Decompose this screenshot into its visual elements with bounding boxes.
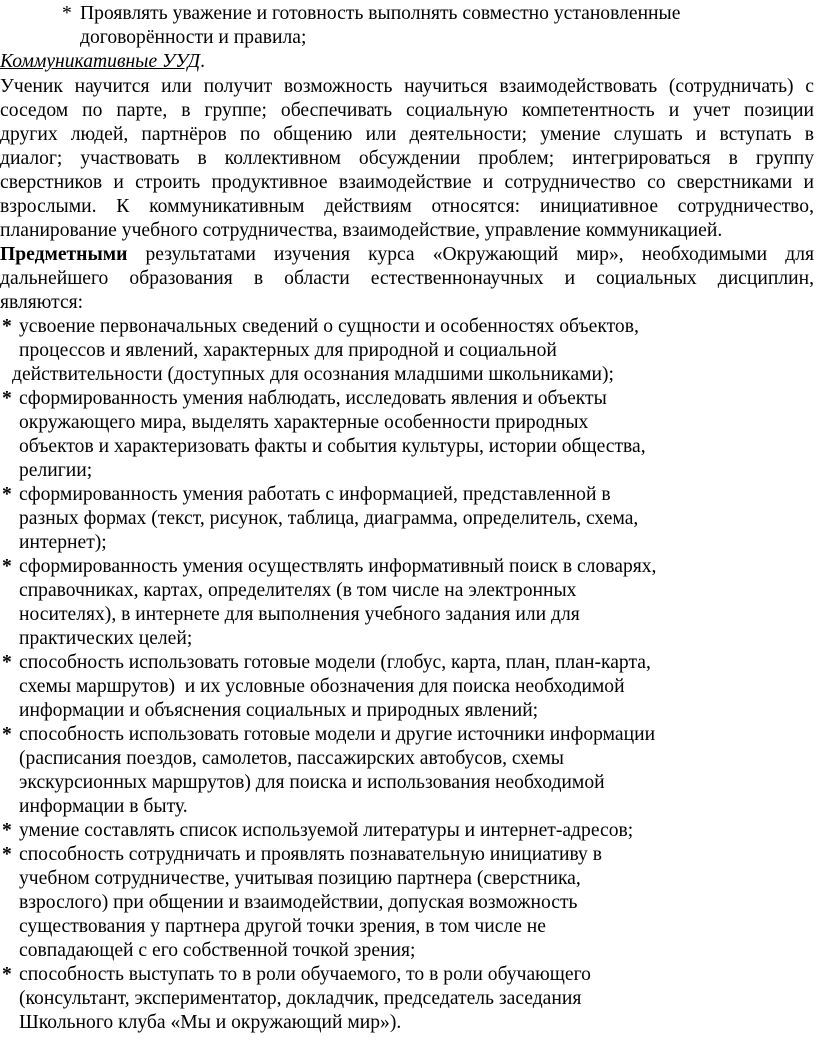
bullet-star: * <box>2 964 12 985</box>
communicative-line: соседом по парте, в группе; обеспечивать социальную компетентность и учет позиции <box>0 100 814 121</box>
bullet-line: носителях), в интернете для выполнения учебного задания или для <box>19 604 580 625</box>
communicative-line: диалог; участвовать в коллективном обсуждении проблем; интегрироваться в группу <box>0 148 814 169</box>
bullet-star: * <box>2 844 12 865</box>
bullet-line: разных формах (текст, рисунок, таблица, диаграмма, определитель, схема, <box>19 508 639 529</box>
bullet-line: существования у партнера другой точки зрения, в том числе не <box>19 916 546 937</box>
communicative-line: планирование учебного сотрудничества, взаимодействие, управление коммуникацией. <box>0 220 723 241</box>
bullet-star: * <box>2 316 12 337</box>
bullet-line: способность использовать готовые модели (глобус, карта, план, план-карта, <box>19 652 651 673</box>
bullet-line: сформированность умения работать с информацией, представленной в <box>19 484 611 505</box>
subject-bold-word: Предметными <box>0 244 128 265</box>
bullet-star: * <box>2 484 12 505</box>
communicative-line: сверстников и строить продуктивное взаимодействие и сотрудничество со сверстниками и <box>0 172 814 193</box>
bullet-star: * <box>2 388 12 409</box>
bullet-line: взрослого) при общении и взаимодействии, допуская возможность <box>19 892 578 913</box>
bullet-line: Школьного клуба «Мы и окружающий мир»). <box>19 1012 402 1033</box>
bullet-line: процессов и явлений, характерных для природной и социальной <box>19 340 557 361</box>
bullet-line: способность сотрудничать и проявлять познавательную инициативу в <box>19 844 602 865</box>
bullet-line: схемы маршрутов) и их условные обозначения для поиска необходимой <box>19 676 625 697</box>
bullet-line: интернет); <box>19 532 107 553</box>
communicative-line: Ученик научится или получит возможность научиться взаимодействовать (сотрудничать) с <box>0 76 814 97</box>
bullet-line: объектов и характеризовать факты и события культуры, истории общества, <box>19 436 646 457</box>
bullet-line: усвоение первоначальных сведений о сущности и особенностях объектов, <box>19 316 639 337</box>
bullet-line: учебном сотрудничестве, учитывая позицию партнера (сверстника, <box>19 868 581 889</box>
communicative-line: взрослыми. К коммуникативным действиям относятся: инициативное сотрудничество, <box>0 196 814 217</box>
bullet-line: окружающего мира, выделять характерные особенности природных <box>19 412 589 433</box>
bullet-star: * <box>2 652 12 673</box>
subject-line-2: дальнейшего образования в области естественнонаучных и социальных дисциплин, <box>0 268 814 289</box>
bullet-star: * <box>2 556 12 577</box>
bullet-line: действительности (доступных для осознания младшими школьниками); <box>12 364 614 385</box>
bullet-line: умение составлять список используемой литературы и интернет-адресов; <box>19 820 634 841</box>
communicative-heading <box>0 50 205 74</box>
intro-star: * <box>62 3 72 24</box>
intro-line-1: Проявлять уважение и готовность выполнять совместно установленные <box>80 3 681 24</box>
subject-line-3: являются: <box>0 292 84 313</box>
bullet-star: * <box>2 820 12 841</box>
bullet-line: (консультант, экспериментатор, докладчик, председатель заседания <box>19 988 582 1009</box>
intro-line-2: договорённости и правила; <box>80 27 307 48</box>
bullet-line: справочниках, картах, определителях (в том числе на электронных <box>19 580 577 601</box>
bullet-line: информации и объяснения социальных и природных явлений; <box>19 700 539 721</box>
bullet-line: (расписания поездов, самолетов, пассажирских автобусов, схемы <box>19 748 564 769</box>
bullet-line: религии; <box>19 460 93 481</box>
communicative-heading-dot: . <box>200 51 206 72</box>
bullet-line: совпадающей с его собственной точкой зрения; <box>19 940 416 961</box>
bullet-star: * <box>2 724 12 745</box>
bullet-line: практических целей; <box>19 628 193 649</box>
bullet-line: сформированность умения осуществлять информативный поиск в словарях, <box>19 556 657 577</box>
bullet-line: сформированность умения наблюдать, исследовать явления и объекты <box>19 388 607 409</box>
bullet-line: информации в быту. <box>19 796 188 817</box>
communicative-line: других людей, партнёров по общению или деятельности; умение слушать и вступать в <box>0 124 814 145</box>
bullet-line: способность выступать то в роли обучаемого, то в роли обучающего <box>19 964 591 985</box>
subject-line-1 <box>0 243 814 267</box>
bullet-line: способность использовать готовые модели и другие источники информации <box>19 724 656 745</box>
subject-line-1-rest: результатами изучения курса «Окружающий мир», необходимыми для <box>127 244 814 265</box>
communicative-heading-text: Коммуникативные УУД <box>0 51 201 72</box>
bullet-line: экскурсионных маршрутов) для поиска и использования необходимой <box>19 772 605 793</box>
